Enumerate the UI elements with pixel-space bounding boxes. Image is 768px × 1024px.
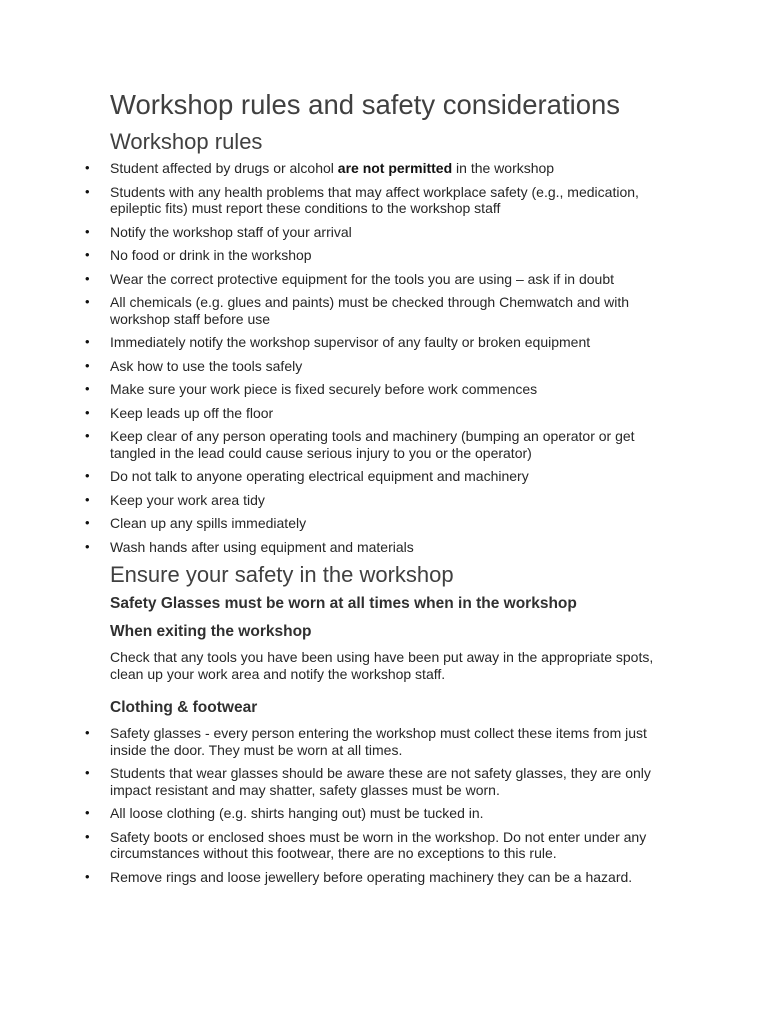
bullet-icon: •	[85, 725, 90, 740]
clothing-item-text: Remove rings and loose jewellery before operating machinery they can be a hazard.	[110, 868, 633, 885]
bullet-icon: •	[85, 491, 90, 507]
bullet-icon: •	[85, 404, 90, 420]
rule-text: Keep your work area tidy	[110, 491, 265, 508]
list-item	[85, 515, 670, 532]
rule-text: Notify the workshop staff of your arrival	[110, 223, 352, 240]
clothing-heading: Clothing & footwear	[110, 699, 258, 716]
bullet-icon: •	[85, 428, 90, 443]
list-item	[85, 183, 670, 217]
rule-text: Make sure your work piece is fixed securely before work commences	[110, 381, 538, 397]
list-item	[85, 270, 670, 288]
bullet-icon: •	[85, 381, 90, 396]
document-title: Workshop rules and safety considerations	[110, 89, 621, 120]
rule-text: Wash hands after using equipment and materials	[110, 538, 414, 555]
list-item	[85, 468, 670, 485]
list-item	[85, 805, 670, 822]
rule-text: No food or drink in the workshop	[110, 247, 312, 263]
bullet-icon: •	[85, 538, 90, 554]
clothing-list	[85, 725, 670, 885]
bullet-icon: •	[85, 515, 90, 530]
bullet-icon: •	[85, 270, 90, 286]
rule-text: Students with any health problems that may affect workplace safety (e.g., medication, epileptic fits) must report these conditions to the workshop staff	[110, 183, 639, 216]
emphasis-text: are not permitted	[337, 160, 453, 176]
list-item	[85, 868, 670, 886]
clothing-item-text: Safety boots or enclosed shoes must be worn in the workshop. Do not enter under any circumstances without this footwear, there are no exceptions to this rule.	[110, 828, 647, 861]
bullet-icon: •	[85, 805, 90, 820]
list-item	[85, 334, 670, 351]
bullet-icon: •	[85, 357, 90, 373]
bullet-icon: •	[85, 160, 90, 175]
rule-text: Ask how to use the tools safely	[110, 357, 303, 374]
exit-heading: When exiting the workshop	[110, 623, 312, 640]
list-item	[85, 765, 670, 798]
list-item	[85, 828, 670, 862]
bullet-icon: •	[85, 223, 90, 239]
list-item	[85, 294, 670, 327]
rule-text: in the workshop	[452, 160, 555, 176]
section-heading-ensure-safety: Ensure your safety in the workshop	[110, 562, 454, 587]
bullet-icon: •	[85, 334, 90, 349]
section-heading-workshop-rules: Workshop rules	[110, 129, 263, 154]
rule-text: All chemicals (e.g. glues and paints) must be checked through Chemwatch and with workshop staff before use	[110, 294, 630, 327]
clothing-item-text: All loose clothing (e.g. shirts hanging out) must be tucked in.	[110, 805, 484, 821]
list-item	[85, 357, 670, 375]
list-item	[85, 428, 670, 461]
rule-text: Do not talk to anyone operating electrical equipment and machinery	[110, 468, 529, 484]
list-item	[85, 725, 670, 758]
bullet-icon: •	[85, 468, 90, 483]
bullet-icon: •	[85, 183, 90, 199]
exit-paragraph: Check that any tools you have been using have been put away in the appropriate spots, clean up your work area and notify the workshop staff.	[110, 649, 654, 682]
safety-glasses-heading: Safety Glasses must be worn at all times when in the workshop	[110, 595, 577, 612]
rule-text: Keep leads up off the floor	[110, 404, 274, 421]
workshop-rules-list	[85, 160, 670, 555]
rule-text: Wear the correct protective equipment for the tools you are using – ask if in doubt	[110, 270, 615, 287]
bullet-icon: •	[85, 868, 90, 884]
bullet-icon: •	[85, 828, 90, 844]
bullet-icon: •	[85, 294, 90, 309]
list-item	[85, 160, 670, 177]
bullet-icon: •	[85, 247, 90, 262]
rule-text: Immediately notify the workshop supervisor of any faulty or broken equipment	[110, 334, 591, 350]
list-item	[85, 491, 670, 509]
clothing-item-text: Safety glasses - every person entering the workshop must collect these items from just inside the door. They must be worn at all times.	[110, 725, 647, 758]
rule-text: Student affected by drugs or alcohol	[110, 160, 338, 176]
list-item	[85, 381, 670, 398]
document-body	[85, 88, 670, 892]
clothing-item-text: Students that wear glasses should be aware these are not safety glasses, they are only impact resistant and may shatter, safety glasses must be worn.	[110, 765, 651, 798]
list-item	[85, 247, 670, 264]
list-item	[85, 538, 670, 556]
list-item	[85, 404, 670, 422]
bullet-icon: •	[85, 765, 90, 780]
rule-text: Keep clear of any person operating tools and machinery (bumping an operator or get tangled in the lead could cause serious injury to you or the operator)	[110, 428, 635, 461]
list-item	[85, 223, 670, 241]
rule-text: Clean up any spills immediately	[110, 515, 307, 531]
